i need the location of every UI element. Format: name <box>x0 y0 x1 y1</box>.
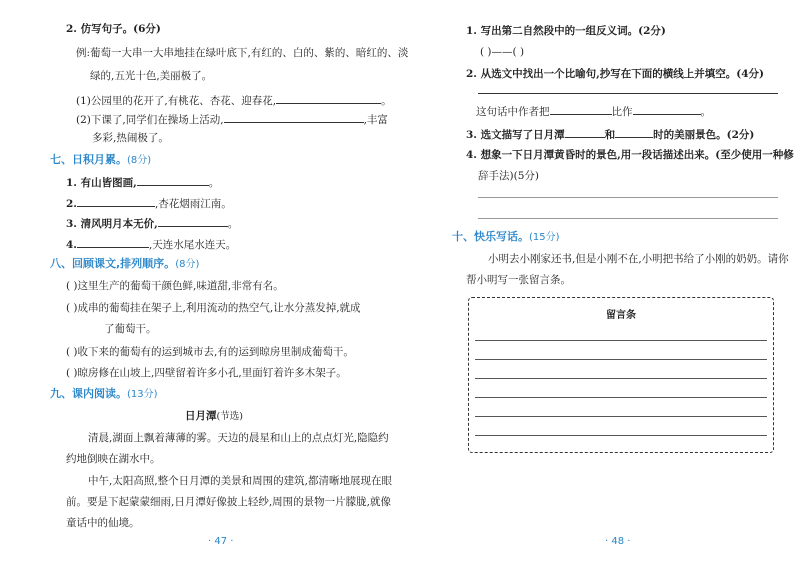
passage-line-1: 清晨,湖面上飘着薄薄的雾。天边的晨星和山上的点点灯光,隐隐约 <box>88 432 389 444</box>
q2-item-1: (1)公园里的花开了,有桃花、杏花、迎春花, 。 <box>76 92 392 108</box>
order-item-2-cont: 了葡萄干。 <box>104 323 157 335</box>
answer-blank[interactable] <box>565 126 605 138</box>
s7-item-1: 1. 有山皆图画, 。 <box>66 174 219 190</box>
example-line-1: 例:葡萄一大串一大串地挂在绿叶底下,有红的、白的、紫的、暗红的、淡 <box>76 47 409 59</box>
answer-blank[interactable] <box>224 111 364 123</box>
page-number: · 48 · <box>605 536 631 547</box>
passage-line-3: 中午,太阳高照,整个日月潭的美景和周围的建筑,都清晰地展现在眼 <box>88 475 393 487</box>
q2-fill: 这句话中作者把 比作 。 <box>476 103 711 119</box>
s7-item-4: 4. ,天连水尾水连天。 <box>66 236 236 252</box>
answer-blank[interactable] <box>77 236 149 248</box>
section-7-heading: 七、日积月累。(8分) <box>50 153 152 166</box>
note-line[interactable] <box>475 378 767 379</box>
writing-line[interactable] <box>478 197 778 198</box>
note-line[interactable] <box>475 435 767 436</box>
s7-item-3: 3. 清风明月本无价, 。 <box>66 215 238 231</box>
question-4-cont: 辞手法)(5分) <box>478 170 539 182</box>
s7-item-2: 2. ,杏花烟雨江南。 <box>66 195 232 211</box>
question-2-title: 2. 仿写句子。(6分) <box>66 23 161 35</box>
writing-prompt-1: 小明去小刚家还书,但是小刚不在,小明把书给了小刚的奶奶。请你 <box>488 253 789 265</box>
note-line[interactable] <box>475 397 767 398</box>
section-9-heading: 九、课内阅读。(13分) <box>50 387 158 400</box>
question-1: 1. 写出第二自然段中的一组反义词。(2分) <box>466 25 666 37</box>
passage-line-5: 童话中的仙境。 <box>66 517 140 529</box>
writing-prompt-2: 帮小明写一张留言条。 <box>466 274 571 286</box>
note-line[interactable] <box>475 359 767 360</box>
example-line-2: 绿的,五光十色,美丽极了。 <box>90 70 213 82</box>
order-item-1: ( )这里生产的葡萄干颜色鲜,味道甜,非常有名。 <box>66 280 284 292</box>
antonym-blanks[interactable]: ( )——( ) <box>480 46 525 58</box>
order-item-2: ( )成串的葡萄挂在架子上,利用流动的热空气,让水分蒸发掉,就成 <box>66 302 361 314</box>
message-note-card[interactable] <box>468 297 774 453</box>
writing-line[interactable] <box>478 218 778 219</box>
order-item-4: ( )晾房修在山坡上,四壁留着许多小孔,里面钉着许多木架子。 <box>66 367 347 379</box>
question-4: 4. 想象一下日月潭黄昏时的景色,用一段话描述出来。(至少使用一种修 <box>466 149 794 161</box>
note-line[interactable] <box>475 416 767 417</box>
q2-item-2-cont: 多彩,热闹极了。 <box>92 132 169 144</box>
order-item-3: ( )收下来的葡萄有的运到城市去,有的运到晾房里制成葡萄干。 <box>66 346 354 358</box>
page-number: · 47 · <box>208 536 234 547</box>
right-page <box>400 0 800 566</box>
note-line[interactable] <box>475 340 767 341</box>
answer-blank[interactable] <box>137 174 209 186</box>
section-10-heading: 十、快乐写话。(15分) <box>452 230 560 243</box>
passage-line-4: 前。要是下起蒙蒙细雨,日月潭好像披上轻纱,周围的景物一片朦胧,就像 <box>66 496 392 508</box>
answer-line[interactable] <box>478 93 778 94</box>
passage-title: 日月潭(节选) <box>185 410 243 422</box>
answer-blank[interactable] <box>633 103 701 115</box>
note-title: 留言条 <box>606 310 636 321</box>
section-8-heading: 八、回顾课文,排列顺序。(8分) <box>50 257 200 270</box>
answer-blank[interactable] <box>77 195 155 207</box>
answer-blank[interactable] <box>276 92 381 104</box>
answer-blank[interactable] <box>615 126 653 138</box>
answer-blank[interactable] <box>550 103 612 115</box>
question-2: 2. 从选文中找出一个比喻句,抄写在下面的横线上并填空。(4分) <box>466 68 765 80</box>
answer-blank[interactable] <box>158 215 228 227</box>
passage-line-2: 约地倒映在湖水中。 <box>66 453 161 465</box>
question-3: 3. 选文描写了日月潭 和 时的美丽景色。(2分) <box>466 126 754 142</box>
q2-item-2: (2)下课了,同学们在操场上活动, ,丰富 <box>76 111 388 127</box>
